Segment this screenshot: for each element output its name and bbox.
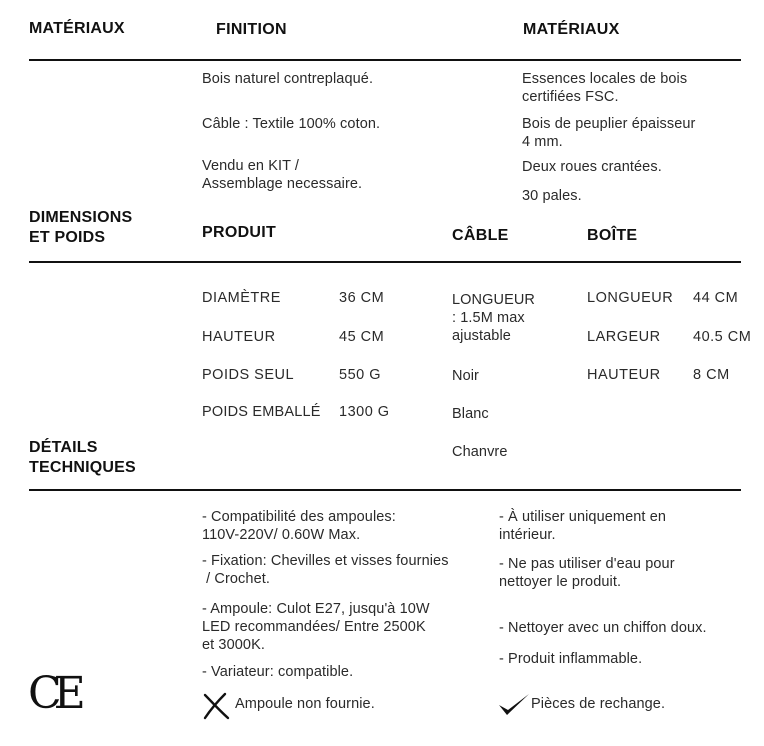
header-produit: PRODUIT	[202, 224, 277, 241]
section-title-details: DÉTAILS TECHNIQUES	[29, 439, 136, 476]
materiaux-item: Essences locales de bois certifiées FSC.	[522, 71, 688, 105]
header-boite: BOÎTE	[587, 227, 638, 244]
produit-label: HAUTEUR	[202, 329, 276, 345]
header-cable: CÂBLE	[452, 227, 509, 244]
cable-color: Noir	[452, 368, 479, 384]
check-icon	[497, 692, 531, 718]
cable-length: LONGUEUR : 1.5M max ajustable	[452, 292, 535, 344]
produit-label: DIAMÈTRE	[202, 290, 281, 306]
cable-color: Blanc	[452, 406, 489, 422]
section-divider	[29, 261, 741, 263]
detail-right-item: - Ne pas utiliser d'eau pour nettoyer le produit.	[499, 556, 675, 590]
detail-right-item: - Nettoyer avec un chiffon doux.	[499, 620, 707, 636]
header-materiaux: MATÉRIAUX	[523, 21, 620, 38]
detail-left-item: - Fixation: Chevilles et visses fournies / Crochet.	[202, 553, 449, 587]
finition-item: Vendu en KIT / Assemblage necessaire.	[202, 158, 363, 192]
materiaux-item: 30 pales.	[522, 188, 582, 204]
boite-value: 8 CM	[693, 367, 730, 383]
boite-label: LARGEUR	[587, 329, 661, 345]
section-title-materiaux: MATÉRIAUX	[29, 20, 125, 37]
header-finition: FINITION	[216, 21, 287, 38]
boite-value: 40.5 CM	[693, 329, 752, 345]
section-title-dimensions: DIMENSIONS ET POIDS	[29, 209, 133, 246]
detail-left-item: - Ampoule: Culot E27, jusqu'à 10W LED recommandées/ Entre 2500K et 3000K.	[202, 601, 430, 653]
finition-item: Bois naturel contreplaqué.	[202, 71, 374, 87]
produit-value: 1300 G	[339, 404, 390, 420]
produit-value: 36 CM	[339, 290, 385, 306]
finition-item: Câble : Textile 100% coton.	[202, 116, 381, 132]
produit-label: POIDS SEUL	[202, 367, 295, 383]
boite-value: 44 CM	[693, 290, 739, 306]
boite-label: LONGUEUR	[587, 290, 674, 306]
produit-value: 550 G	[339, 367, 381, 383]
section-divider	[29, 59, 741, 61]
detail-left-item: - Variateur: compatible.	[202, 664, 354, 680]
produit-label: POIDS EMBALLÉ	[202, 404, 321, 420]
no-bulb-text: Ampoule non fournie.	[235, 696, 375, 712]
cable-color: Chanvre	[452, 444, 508, 460]
detail-right-item: - Produit inflammable.	[499, 651, 643, 667]
section-divider	[29, 489, 741, 491]
spare-parts-text: Pièces de rechange.	[531, 696, 666, 712]
produit-value: 45 CM	[339, 329, 385, 345]
boite-label: HAUTEUR	[587, 367, 661, 383]
detail-right-item: - À utiliser uniquement en intérieur.	[499, 509, 667, 543]
materiaux-item: Deux roues crantées.	[522, 159, 662, 175]
cross-icon	[201, 692, 231, 720]
detail-left-item: - Compatibilité des ampoules: 110V-220V/ 0.60W Max.	[202, 509, 396, 543]
materiaux-item: Bois de peuplier épaisseur 4 mm.	[522, 116, 696, 150]
ce-mark: CE	[28, 668, 78, 719]
